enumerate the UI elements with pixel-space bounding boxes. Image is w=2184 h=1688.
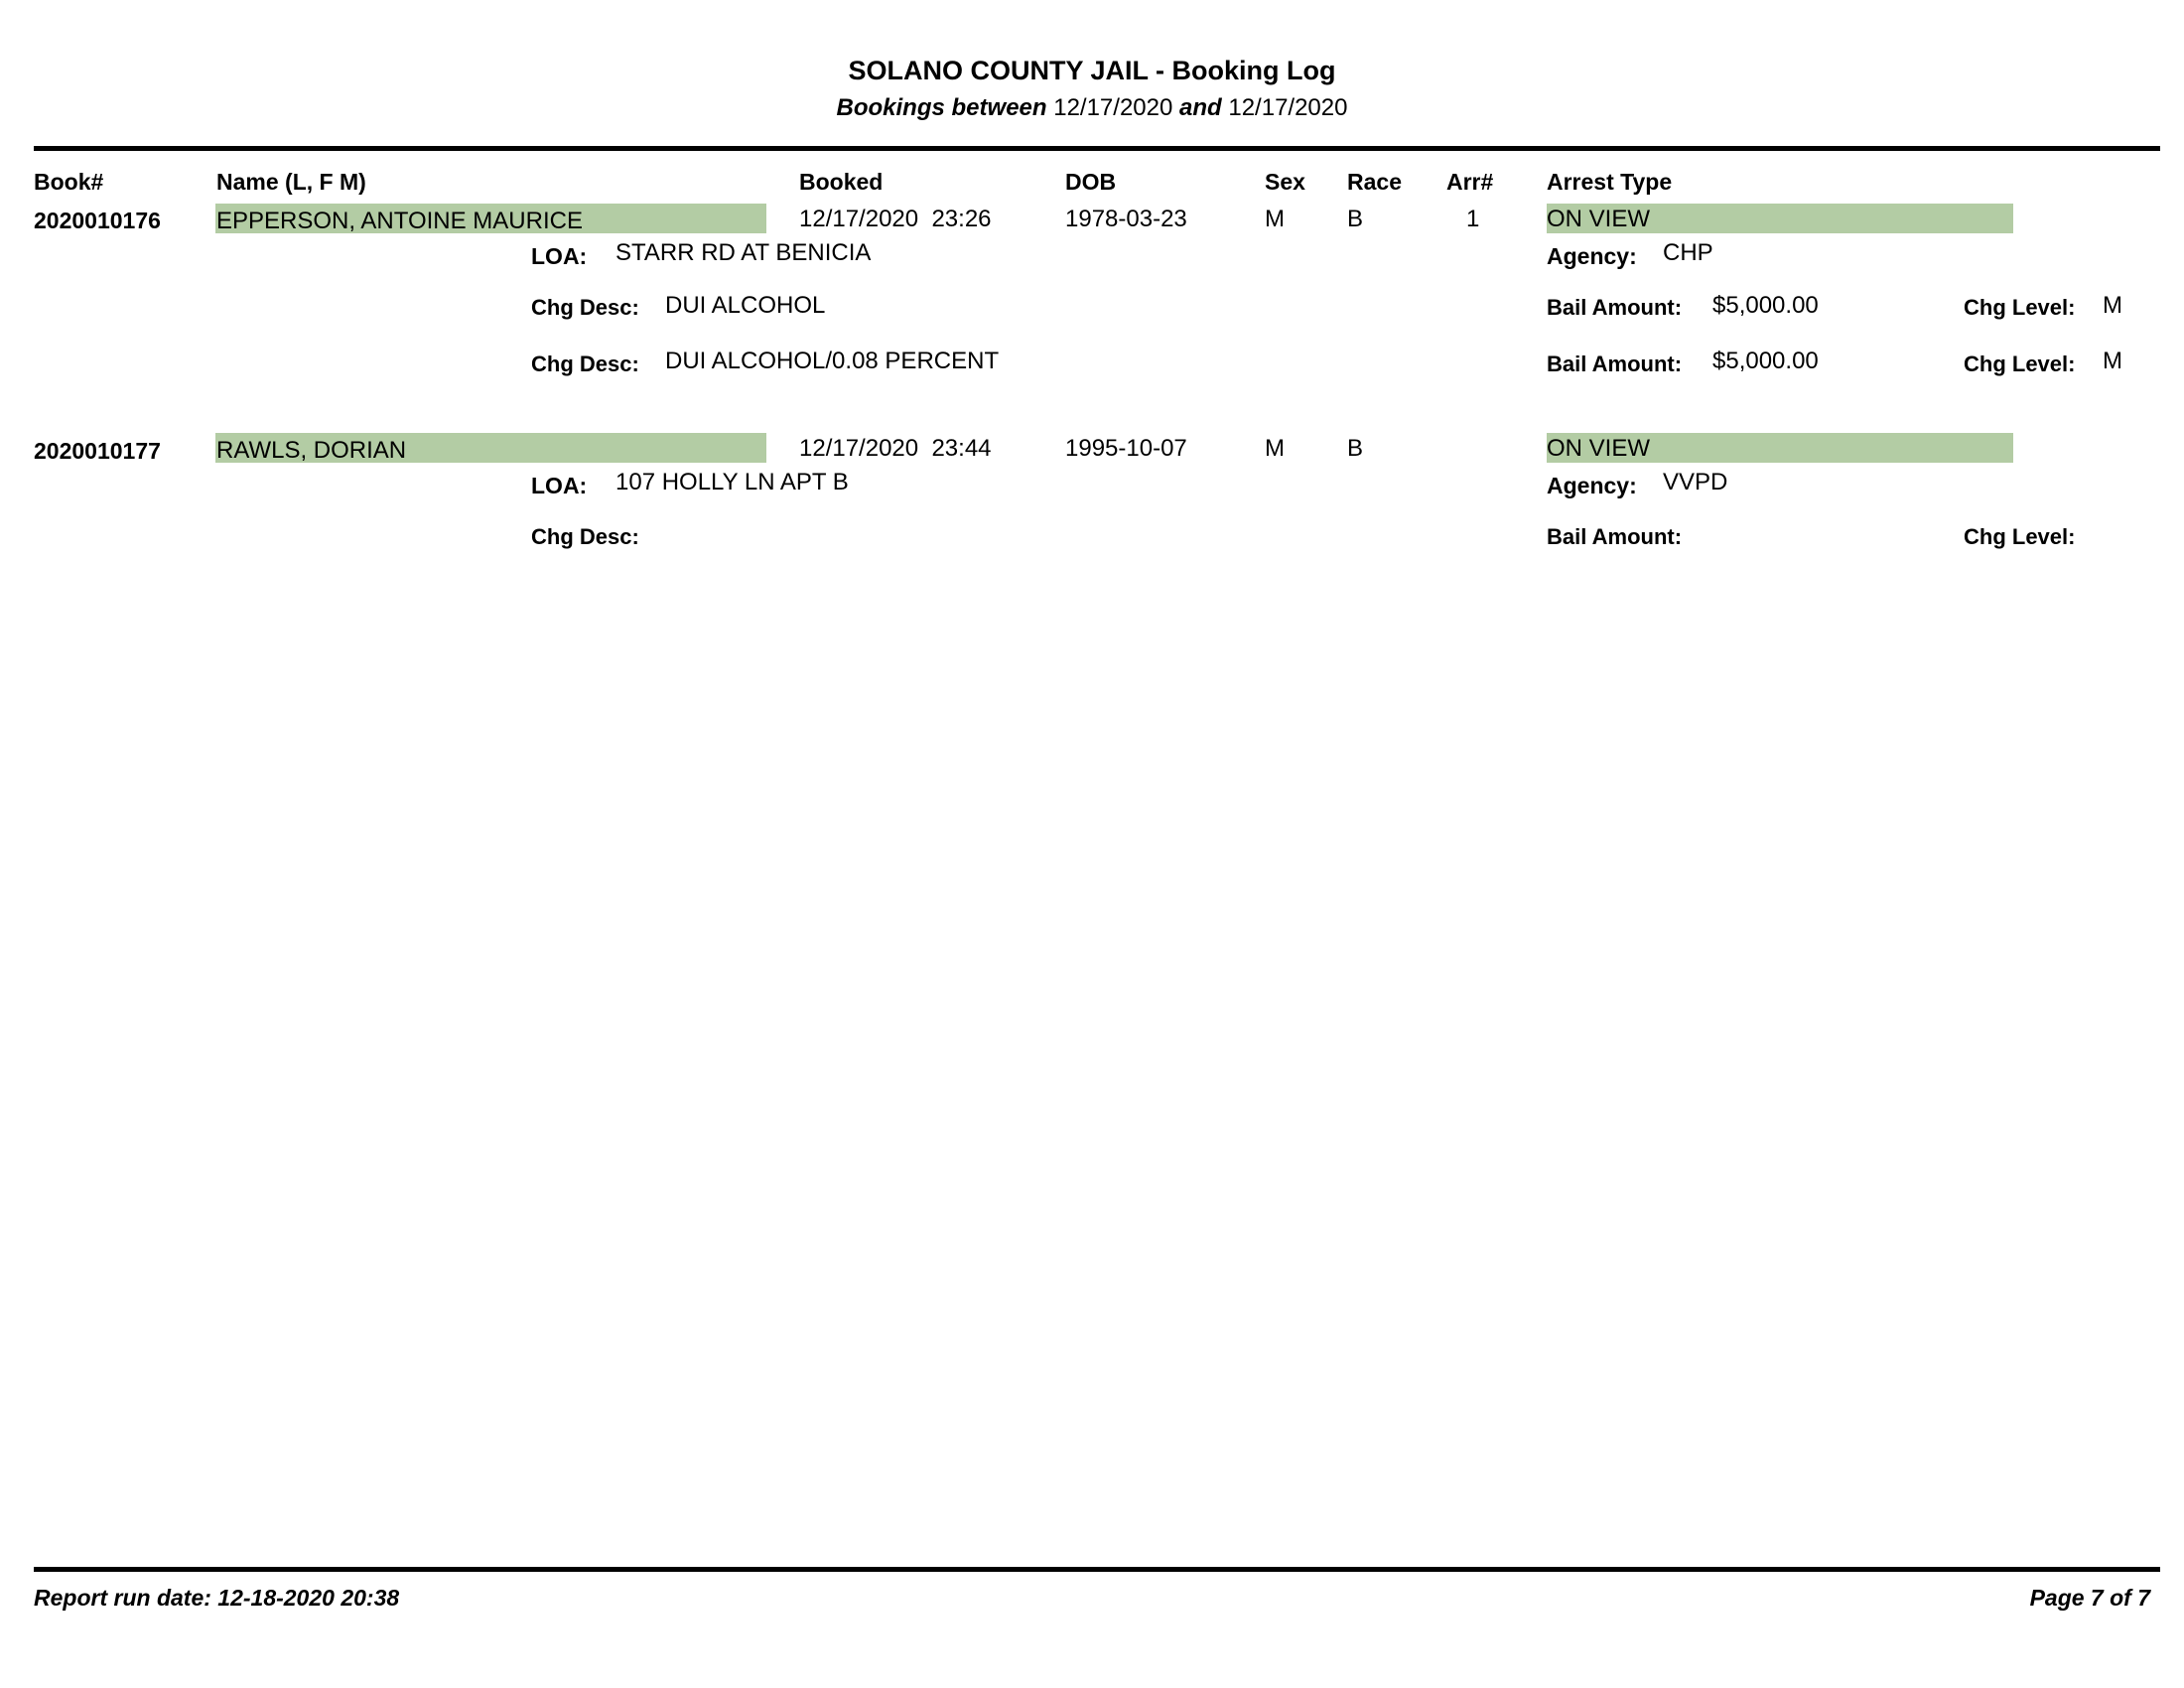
chg-desc-label: Chg Desc: (531, 352, 639, 376)
chg-desc-value: DUI ALCOHOL (665, 292, 826, 319)
chg-desc-value: DUI ALCOHOL/0.08 PERCENT (665, 348, 1000, 374)
booked-datetime: 12/17/2020 23:26 (799, 206, 992, 232)
chg-level-label: Chg Level: (1964, 352, 2076, 376)
col-sex: Sex (1265, 169, 1305, 195)
col-dob: DOB (1065, 169, 1117, 195)
bail-amount-label: Bail Amount: (1547, 524, 1683, 549)
sex: M (1265, 206, 1285, 232)
sex: M (1265, 435, 1285, 462)
subtitle-and: and (1179, 94, 1222, 121)
report-title: SOLANO COUNTY JAIL - Booking Log (848, 56, 1336, 85)
report-run-date: Report run date: 12-18-2020 20:38 (34, 1585, 400, 1611)
arrest-type: ON VIEW (1547, 206, 1651, 232)
header-rule (34, 146, 2160, 151)
col-arrest-type: Arrest Type (1547, 169, 1673, 195)
race: B (1347, 206, 1364, 232)
report-subtitle (0, 94, 2184, 122)
agency-label: Agency: (1547, 473, 1637, 498)
inmate-name: RAWLS, DORIAN (216, 437, 407, 464)
chg-level-value: M (2103, 348, 2122, 374)
chg-desc-label: Chg Desc: (531, 295, 639, 320)
loa-label: LOA: (531, 473, 588, 498)
chg-level-label: Chg Level: (1964, 295, 2076, 320)
bail-amount-label: Bail Amount: (1547, 352, 1683, 376)
arrest-type: ON VIEW (1547, 435, 1651, 462)
book-number: 2020010177 (34, 438, 161, 464)
chg-level-label: Chg Level: (1964, 524, 2076, 549)
arrest-number: 1 (1466, 206, 1480, 232)
footer-rule (34, 1567, 2160, 1572)
loa-value: STARR RD AT BENICIA (615, 239, 872, 266)
col-booked: Booked (799, 169, 884, 195)
date-to: 12/17/2020 (1228, 94, 1348, 121)
agency-value: VVPD (1663, 469, 1728, 495)
col-name: Name (L, F M) (216, 169, 366, 195)
chg-level-value: M (2103, 292, 2122, 319)
agency-label: Agency: (1547, 243, 1637, 269)
dob: 1978-03-23 (1065, 206, 1187, 232)
booked-datetime: 12/17/2020 23:44 (799, 435, 992, 462)
agency-value: CHP (1663, 239, 1713, 266)
page-number: Page 7 of 7 (2029, 1585, 2150, 1611)
loa-label: LOA: (531, 243, 588, 269)
bail-amount-value: $5,000.00 (1712, 292, 1819, 319)
col-arr: Arr# (1446, 169, 1494, 195)
bail-amount-label: Bail Amount: (1547, 295, 1683, 320)
subtitle-prefix: Bookings between (836, 94, 1047, 121)
bail-amount-value: $5,000.00 (1712, 348, 1819, 374)
inmate-name: EPPERSON, ANTOINE MAURICE (216, 208, 583, 234)
dob: 1995-10-07 (1065, 435, 1187, 462)
race: B (1347, 435, 1364, 462)
col-race: Race (1347, 169, 1402, 195)
chg-desc-label: Chg Desc: (531, 524, 639, 549)
col-book: Book# (34, 169, 104, 195)
book-number: 2020010176 (34, 208, 161, 233)
loa-value: 107 HOLLY LN APT B (615, 469, 849, 495)
date-from: 12/17/2020 (1053, 94, 1173, 121)
